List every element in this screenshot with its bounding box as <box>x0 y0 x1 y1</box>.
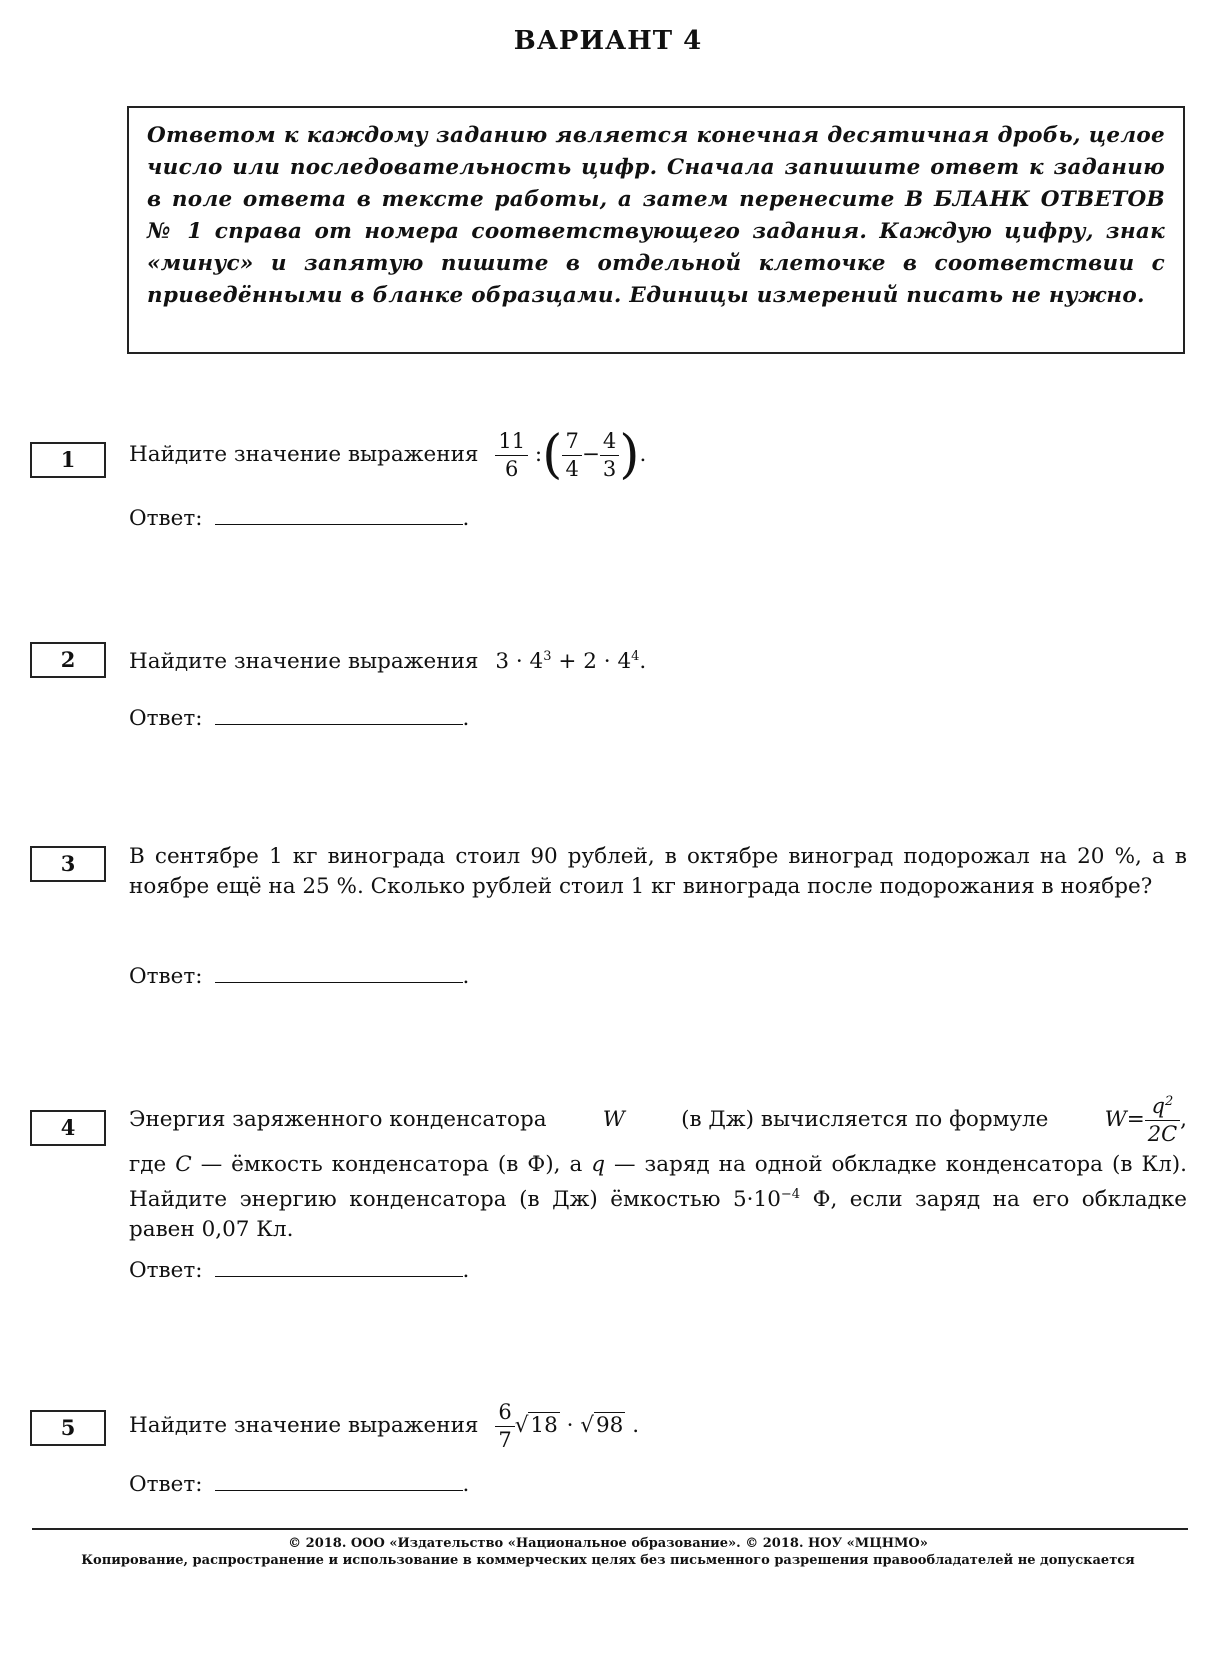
formula: W= $\frac{q^2}{2C}$ , <box>1104 1094 1187 1146</box>
footer-copyright: © 2018. ООО «Издательство «Национальное образование». © 2018. НОУ «МЦНМО» <box>288 1536 928 1551</box>
expression: $3 \cdot 4^3 + 2 \cdot 4^4$. <box>495 649 647 675</box>
footer-notice: Копирование, распространение и использование в коммерческих целях без письменного разрешения правообладателей не допускается <box>81 1553 1135 1568</box>
answer-row: Ответ: . <box>129 1468 469 1500</box>
answer-row: Ответ: . <box>129 702 469 734</box>
expression: $\frac{11}{6}$ :( $\frac{7}{4}$ − $\frac{4}{3}$ ). <box>495 442 646 467</box>
task-number: 2 <box>30 642 106 678</box>
task-question: Энергия заряженного конденсатора W (в Дж) вычисляется по формуле W= $\frac{q^2}{2C}$ , где C — ёмкость конденсатора (в Ф), а q — заряд на одной обкладке конденсатора (в Кл). Найдите энергию конденсатора (в Дж) ёмкостью $5\cdot 10^{-4}$ Ф, если заряд на его обкладке равен 0,07 Кл. <box>129 1094 1188 1243</box>
answer-field[interactable] <box>215 502 463 525</box>
question-text: (в Дж) вычисляется по формуле <box>681 1107 1049 1132</box>
task-number: 1 <box>30 442 106 478</box>
task-number: 5 <box>30 1410 106 1446</box>
answer-field[interactable] <box>215 1468 463 1491</box>
task-question <box>129 642 1187 677</box>
instructions-box: Ответом к каждому заданию является конечная десятичная дробь, целое число или последовательность цифр. Сначала запишите ответ к заданию в поле ответа в тексте работы, а затем перенесите В БЛАНК ОТВЕТОВ № 1 справа от номера соответствующего задания. Каждую цифру, знак «минус» и запятую пишите в отдельной клеточке в соответствии с приведёнными в бланке образцами. Единицы измерений писать не нужно. <box>127 106 1185 354</box>
expression: $\frac{6}{7}$ √18 · √98 . <box>495 1413 639 1438</box>
question-text: Найдите значение выражения <box>129 1413 479 1438</box>
task-number: 4 <box>30 1110 106 1146</box>
sqrt-symbol: √18 <box>514 1413 558 1438</box>
answer-field[interactable] <box>215 702 463 725</box>
answer-field[interactable] <box>215 1254 463 1277</box>
answer-row: Ответ: . <box>129 502 469 534</box>
question-text: Энергия заряженного конденсатора <box>129 1107 547 1132</box>
fraction: $\frac{7}{4}$ <box>562 431 581 480</box>
task-question: В сентябре 1 кг винограда стоил 90 рублей, в октябре виноград подорожал на 20 %, а в ноябре ещё на 25 %. Сколько рублей стоил 1 кг винограда после подорожания в ноябре? <box>129 844 1187 899</box>
answer-label: Ответ: <box>129 1472 203 1497</box>
sqrt-symbol: √98 <box>580 1413 624 1438</box>
question-text: Найдите значение выражения <box>129 649 479 675</box>
question-text: Найдите значение выражения <box>129 442 479 467</box>
fraction: $\frac{11}{6}$ <box>495 431 528 480</box>
answer-row: Ответ: . <box>129 1254 469 1286</box>
answer-field[interactable] <box>215 960 463 983</box>
answer-label: Ответ: <box>129 964 203 989</box>
footer-divider <box>32 1528 1188 1530</box>
capacitance-value: $5\cdot 10^{-4}$ Ф <box>732 1187 831 1213</box>
task-question <box>129 420 1187 490</box>
task-question <box>129 1392 1187 1460</box>
answer-label: Ответ: <box>129 1258 203 1283</box>
fraction: $\frac{6}{7}$ <box>495 1402 514 1451</box>
answer-label: Ответ: <box>129 706 203 731</box>
fraction: $\frac{4}{3}$ <box>600 431 619 480</box>
task-number: 3 <box>30 846 106 882</box>
fraction: $\frac{q^2}{2C}$ <box>1145 1095 1180 1145</box>
answer-row: Ответ: . <box>129 960 469 992</box>
page-title: ВАРИАНТ 4 <box>513 26 703 56</box>
answer-label: Ответ: <box>129 506 203 531</box>
